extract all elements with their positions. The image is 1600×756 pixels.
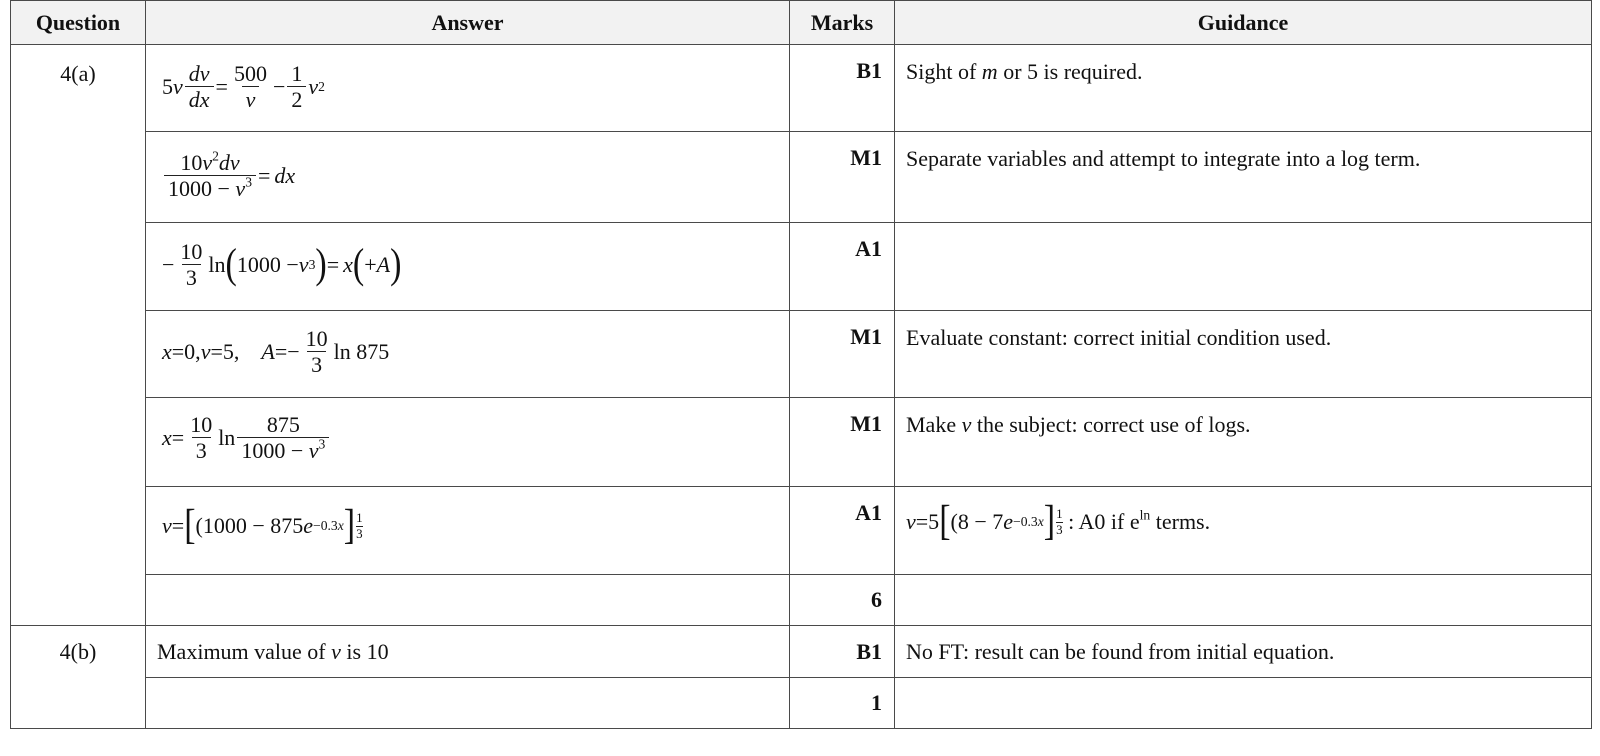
guidance-cell: Make v the subject: correct use of logs. (895, 398, 1592, 487)
answer-cell (146, 311, 790, 398)
question-label-4b: 4(b) (11, 626, 146, 729)
answer-cell (146, 223, 790, 311)
table-row (11, 45, 1592, 132)
mark-scheme-table (10, 0, 1592, 729)
guidance-cell (895, 678, 1592, 729)
answer-formula-1: 5 v $\frac{dv}{dx}$ = $\frac{500}{v}$ − $\frac{1}{2}$ v 2 (162, 61, 325, 113)
guidance-cell: Evaluate constant: correct initial condition used. (895, 311, 1592, 398)
answer-formula-6: v = [ (1000 − 875 e −0.3x ] $\frac{1}{3}$ (162, 502, 363, 549)
mark-cell: A1 (790, 223, 895, 311)
total-marks-4b: 1 (790, 678, 895, 729)
header-answer: Answer (146, 1, 790, 45)
guidance-cell (895, 223, 1592, 311)
table-row (11, 223, 1592, 311)
answer-cell (146, 398, 790, 487)
table-row (11, 487, 1592, 575)
mark-cell: M1 (790, 311, 895, 398)
guidance-cell: v =5 [ (8 − 7 e −0.3x ] $\frac{1}{3}$ : A0 if $e^{ln}$ terms. (895, 487, 1592, 575)
table-row (11, 132, 1592, 223)
answer-formula-5: x = $\frac{10}{3}$ ln $\frac{875}{1000 - v^3}$ (162, 412, 331, 465)
table-row (11, 398, 1592, 487)
guidance-cell: Sight of m or 5 is required. (895, 45, 1592, 132)
header-question: Question (11, 1, 146, 45)
answer-formula-2: $\frac{10v^2dv}{1000 - v^3}$ = dx (162, 150, 295, 203)
table-row-total (11, 678, 1592, 729)
question-label-4a: 4(a) (11, 45, 146, 626)
header-row (11, 1, 1592, 45)
answer-cell (146, 132, 790, 223)
answer-cell (146, 575, 790, 626)
mark-cell: M1 (790, 398, 895, 487)
answer-formula-4: x =0, v =5, A =− $\frac{10}{3}$ ln 875 (162, 326, 390, 378)
mark-cell: M1 (790, 132, 895, 223)
answer-cell: Maximum value of v is 10 (146, 626, 790, 678)
guidance-cell: No FT: result can be found from initial equation. (895, 626, 1592, 678)
header-marks: Marks (790, 1, 895, 45)
mark-cell: B1 (790, 45, 895, 132)
answer-cell (146, 45, 790, 132)
table-row (11, 626, 1592, 678)
total-marks-4a: 6 (790, 575, 895, 626)
answer-formula-3: − $\frac{10}{3}$ ln ( 1000 − v 3 ) = x ( + A ) (162, 239, 402, 291)
answer-cell (146, 487, 790, 575)
table-row-total (11, 575, 1592, 626)
header-guidance: Guidance (895, 1, 1592, 45)
mark-cell: B1 (790, 626, 895, 678)
guidance-cell (895, 575, 1592, 626)
guidance-formula: v =5 [ (8 − 7 e −0.3x ] $\frac{1}{3}$ (906, 498, 1063, 545)
answer-cell (146, 678, 790, 729)
mark-cell: A1 (790, 487, 895, 575)
table-row (11, 311, 1592, 398)
guidance-cell: Separate variables and attempt to integrate into a log term. (895, 132, 1592, 223)
